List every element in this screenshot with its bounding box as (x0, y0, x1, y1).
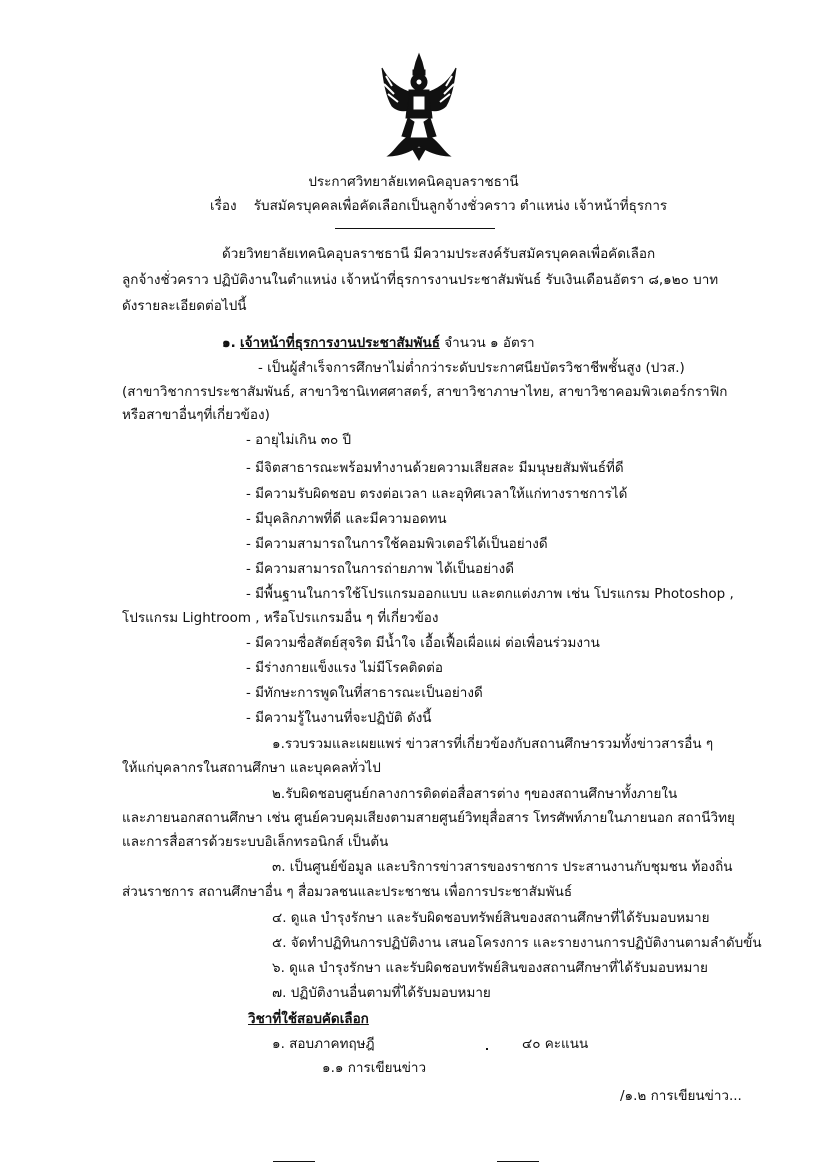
subject-line (210, 197, 667, 215)
qualification-item: - อายุไม่เกิน ๓๐ ปี (246, 432, 352, 448)
duty-4: ๔. ดูแล บำรุงรักษา และรับผิดชอบทรัพย์สินของสถานศึกษาที่ได้รับมอบหมาย (272, 910, 710, 926)
qualification-item: - มีความรู้ในงานที่จะปฏิบัติ ดังนี้ (246, 710, 432, 726)
garuda-emblem (378, 52, 460, 164)
duty-3b: ส่วนราชการ สถานศึกษาอื่น ๆ สื่อมวลชนและประชาชน เพื่อการประชาสัมพันธ์ (122, 884, 573, 900)
qualification-item: - มีร่างกายแข็งแรง ไม่มีโรคติดต่อ (246, 660, 444, 676)
footer-line-right (497, 1161, 539, 1162)
duty-2c: และการสื่อสารด้วยระบบอิเล็กทรอนิกส์ เป็นต้น (122, 834, 389, 850)
position-title: เจ้าหน้าที่ธุรการงานประชาสัมพันธ์ (240, 335, 440, 351)
subject-text: รับสมัครบุคคลเพื่อคัดเลือกเป็นลูกจ้างชั่วคราว ตำแหน่ง เจ้าหน้าที่ธุรการ (253, 198, 668, 214)
duty-7: ๗. ปฏิบัติงานอื่นตามที่ได้รับมอบหมาย (272, 985, 491, 1001)
qualification-item: - มีความซื่อสัตย์สุจริต มีน้ำใจ เอื้อเฟื้อเผื่อแผ่ ต่อเพื่อนร่วมงาน (246, 635, 600, 651)
duty-1a: ๑.รวบรวมและเผยแพร่ ข่าวสารที่เกี่ยวข้องกับสถานศึกษารวมทั้งข่าวสารอื่น ๆ (272, 736, 714, 752)
intro-line-2: ลูกจ้างชั่วคราว ปฏิบัติงานในตำแหน่ง เจ้าหน้าที่ธุรการงานประชาสัมพันธ์ รับเงินเดือนอัตรา ๘,๑๒๐ บาท (122, 272, 719, 288)
qualification-item: - มีความรับผิดชอบ ตรงต่อเวลา และอุทิศเวลาให้แก่ทางราชการได้ (246, 486, 628, 502)
qualification-item: - มีบุคลิกภาพที่ดี และมีความอดทน (246, 511, 447, 527)
qualification-item-cont: โปรแกรม Lightroom , หรือโปรแกรมอื่น ๆ ที่เกี่ยวข้อง (122, 610, 439, 626)
continued-note: /๑.๒ การเขียนข่าว... (620, 1088, 742, 1104)
scan-speck (486, 1048, 488, 1050)
qualification-education: - เป็นผู้สำเร็จการศึกษาไม่ต่ำกว่าระดับประกาศนียบัตรวิชาชีพชั้นสูง (ปวส.) (258, 360, 685, 376)
exam-heading: วิชาที่ใช้สอบคัดเลือก (248, 1011, 369, 1027)
duty-6: ๖. ดูแล บำรุงรักษา และรับผิดชอบทรัพย์สินของสถานศึกษาที่ได้รับมอบหมาย (272, 960, 708, 976)
title-divider (335, 228, 495, 229)
intro-line-3: ดังรายละเอียดต่อไปนี้ (122, 298, 247, 314)
position-count: จำนวน ๑ อัตรา (444, 335, 535, 351)
exam-item-1-score: ๔๐ คะแนน (522, 1036, 589, 1052)
duty-3a: ๓. เป็นศูนย์ข้อมูล และบริการข่าวสารของราชการ ประสานงานกับชุมชน ท้องถิ่น (272, 859, 733, 875)
subject-label: เรื่อง (210, 198, 237, 214)
duty-1b: ให้แก่บุคลากรในสถานศึกษา และบุคคลทั่วไป (122, 760, 381, 776)
footer-line-left (273, 1161, 315, 1162)
qualification-fields-2: หรือสาขาอื่นๆที่เกี่ยวข้อง) (122, 407, 270, 423)
qualification-item: - มีทักษะการพูดในที่สาธารณะเป็นอย่างดี (246, 685, 483, 701)
qualification-item: - มีพื้นฐานในการใช้โปรแกรมออกแบบ และตกแต่งภาพ เช่น โปรแกรม Photoshop , (246, 586, 734, 602)
position-heading (222, 334, 535, 352)
qualification-fields: (สาขาวิชาการประชาสัมพันธ์, สาขาวิชานิเทศศาสตร์, สาขาวิชาภาษาไทย, สาขาวิชาคอมพิวเตอร์กราฟิก (122, 384, 728, 400)
exam-item-1: ๑. สอบภาคทฤษฎี (272, 1036, 375, 1052)
position-number: ๑. (222, 335, 236, 351)
qualification-item: - มีจิตสาธารณะพร้อมทำงานด้วยความเสียสละ มีมนุษยสัมพันธ์ที่ดี (246, 460, 624, 476)
duty-5: ๕. จัดทำปฏิทินการปฏิบัติงาน เสนอโครงการ และรายงานการปฏิบัติงานตามลำดับขั้น (272, 935, 762, 951)
duty-2a: ๒.รับผิดชอบศูนย์กลางการติดต่อสื่อสารต่าง ๆของสถานศึกษาทั้งภายใน (272, 786, 678, 802)
exam-item-1-1: ๑.๑ การเขียนข่าว (322, 1060, 427, 1076)
duty-2b: และภายนอกสถานศึกษา เช่น ศูนย์ควบคุมเสียงตามสายศูนย์วิทยุสื่อสาร โทรศัพท์ภายในภายนอก สถานีวิทยุ (122, 810, 735, 826)
qualification-item: - มีความสามารถในการใช้คอมพิวเตอร์ได้เป็นอย่างดี (246, 536, 548, 552)
qualification-item: - มีความสามารถในการถ่ายภาพ ได้เป็นอย่างดี (246, 561, 514, 577)
intro-line-1: ด้วยวิทยาลัยเทคนิคอุบลราชธานี มีความประสงค์รับสมัครบุคคลเพื่อคัดเลือก (222, 246, 656, 262)
announcement-title: ประกาศวิทยาลัยเทคนิคอุบลราชธานี (308, 174, 519, 190)
